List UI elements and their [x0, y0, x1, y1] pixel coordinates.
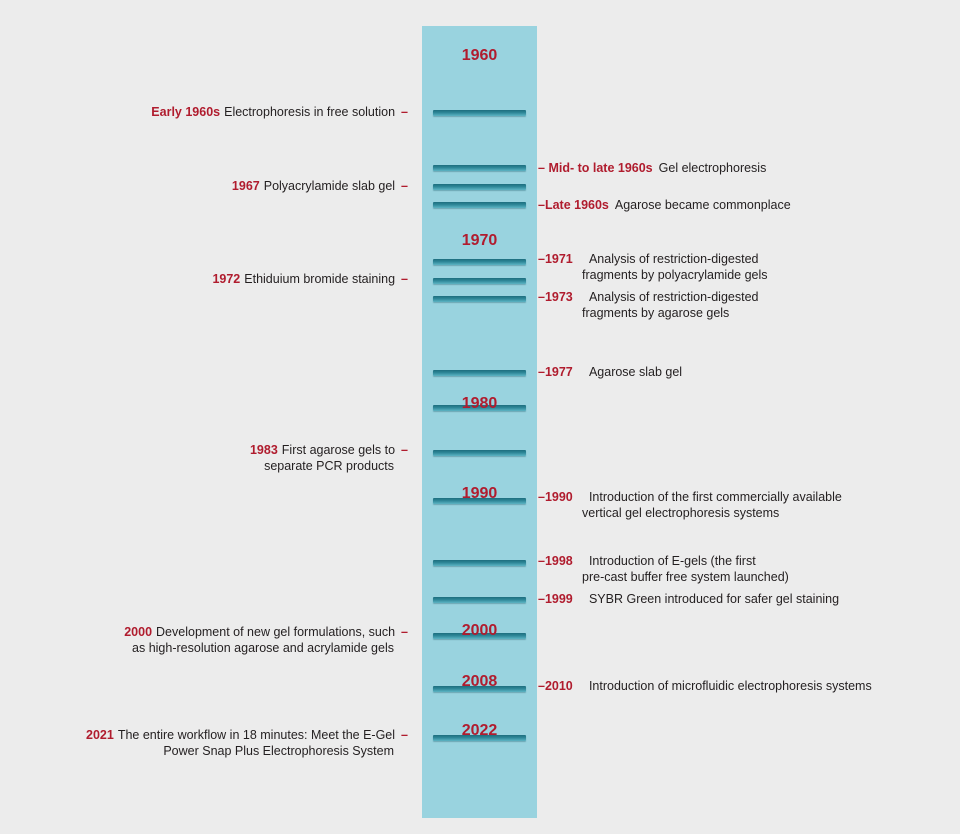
gel-band [433, 278, 526, 284]
gel-lane [422, 26, 537, 818]
gel-band [433, 560, 526, 566]
event-left [232, 178, 408, 194]
event-left [124, 624, 408, 656]
event-text: Development of new gel formulations, such [156, 625, 396, 639]
event-text: First agarose gels to [281, 443, 396, 457]
event-year: 2000 [124, 625, 153, 639]
event-right [538, 364, 682, 380]
event-text: Electrophoresis in free solution [224, 105, 396, 119]
event-text-line2: vertical gel electrophoresis systems [582, 506, 780, 520]
event-year: 1967 [231, 179, 260, 193]
gel-band [433, 370, 526, 376]
tick-mark: – [401, 105, 408, 119]
tick-mark: – [538, 365, 545, 379]
tick-mark: – [538, 290, 545, 304]
gel-band [433, 110, 526, 116]
gel-band [433, 296, 526, 302]
event-text: The entire workflow in 18 minutes: Meet the E-Gel [117, 728, 396, 742]
decade-label: 1980 [461, 395, 498, 412]
gel-band [433, 184, 526, 190]
event-year: 1999 [544, 592, 573, 606]
event-year: 1977 [544, 365, 573, 379]
event-left [250, 442, 408, 474]
decade-label: 2000 [461, 622, 498, 639]
gel-band [433, 165, 526, 171]
event-text-line2: fragments by polyacrylamide gels [582, 268, 768, 282]
event-year: 1998 [544, 554, 573, 568]
event-right [538, 197, 791, 213]
event-text-line2: Power Snap Plus Electrophoresis System [163, 744, 394, 758]
decade-label: 1960 [461, 47, 498, 64]
tick-mark: – [401, 443, 408, 457]
event-text: SYBR Green introduced for safer gel staining [588, 592, 840, 606]
tick-mark: – [401, 728, 408, 742]
gel-band [433, 202, 526, 208]
event-text: Gel electrophoresis [658, 161, 767, 175]
event-right [538, 489, 842, 521]
tick-mark: – [538, 554, 545, 568]
event-text-line2: pre-cast buffer free system launched) [582, 570, 789, 584]
event-right [538, 591, 839, 607]
event-year: 1973 [544, 290, 573, 304]
event-right [538, 553, 789, 585]
event-right [538, 160, 766, 176]
event-right [538, 251, 768, 283]
event-text: Agarose became commonplace [614, 198, 791, 212]
tick-mark: – [401, 625, 408, 639]
event-text: Analysis of restriction-digested [588, 252, 759, 266]
tick-mark: – [538, 592, 545, 606]
tick-mark: – [538, 490, 545, 504]
gel-band [433, 597, 526, 603]
event-text: Ethiduium bromide staining [244, 272, 396, 286]
event-text-line2: fragments by agarose gels [582, 306, 730, 320]
event-year: Mid- to late 1960s [548, 161, 653, 175]
event-year: 1971 [544, 252, 573, 266]
event-year: 1990 [544, 490, 573, 504]
tick-mark: – [538, 679, 545, 693]
event-year: 2010 [544, 679, 573, 693]
decade-label: 1990 [461, 485, 498, 502]
event-left [151, 104, 408, 120]
tick-mark: – [401, 272, 408, 286]
event-year: 1983 [249, 443, 278, 457]
event-right [538, 289, 758, 321]
gel-band [433, 259, 526, 265]
event-text: Introduction of the first commercially available [588, 490, 842, 504]
event-text: Analysis of restriction-digested [588, 290, 759, 304]
tick-mark: – [538, 198, 545, 212]
decade-label: 2022 [461, 722, 498, 739]
event-text-line2: separate PCR products [264, 459, 394, 473]
event-text: Introduction of E-gels (the first [588, 554, 756, 568]
tick-mark: – [538, 161, 545, 175]
event-year: Early 1960s [151, 105, 221, 119]
event-text-line2: as high-resolution agarose and acrylamide gels [132, 641, 394, 655]
gel-band [433, 450, 526, 456]
decade-label: 2008 [461, 673, 498, 690]
event-right [538, 678, 872, 694]
event-year: 1972 [212, 272, 241, 286]
event-left [86, 727, 408, 759]
event-text: Polyacrylamide slab gel [263, 179, 396, 193]
event-year: 2021 [86, 728, 114, 742]
event-left [212, 271, 408, 287]
event-text: Agarose slab gel [588, 365, 683, 379]
event-year: Late 1960s [544, 198, 609, 212]
event-text: Introduction of microfluidic electrophoresis systems [588, 679, 872, 693]
decade-label: 1970 [461, 232, 498, 249]
tick-mark: – [401, 179, 408, 193]
tick-mark: – [538, 252, 545, 266]
